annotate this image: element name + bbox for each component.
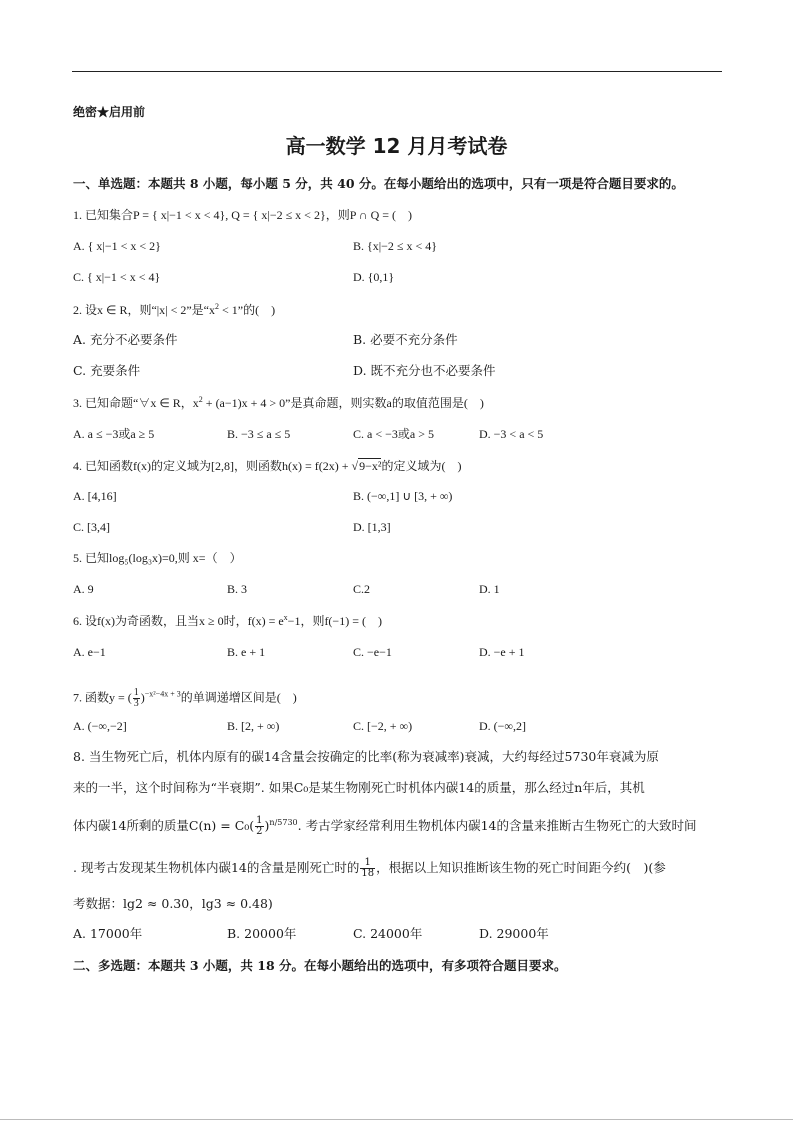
section-1-heading: 一、单选题：本题共 8 小题，每小题 5 分，共 40 分。在每小题给出的选项中，只有一项是符合题目要求的。 <box>73 176 684 191</box>
q1-option-c: C. { x|−1 < x < 4} <box>73 270 161 284</box>
q7-option-d: D. (−∞,2] <box>479 719 526 733</box>
q8-option-d: D. 29000年 <box>479 926 549 941</box>
page-title: 高一数学 12 月月考试卷 <box>285 134 508 158</box>
q4-option-d: D. [1,3] <box>353 520 391 534</box>
q1-option-a: A. { x|−1 < x < 2} <box>73 239 161 253</box>
q4-stem: 4. 已知函数f(x)的定义域为[2,8]，则函数h(x) = f(2x) + √9−x²的定义域为( ) <box>73 459 462 473</box>
q2-option-c: C. 充要条件 <box>73 363 141 378</box>
q1-option-b: B. {x|−2 ≤ x < 4} <box>353 239 438 253</box>
q8-line-5: 考数据：lg2 ≈ 0.30，lg3 ≈ 0.48) <box>73 896 273 911</box>
secret-label: 绝密★启用前 <box>73 105 146 119</box>
q1-option-d: D. {0,1} <box>353 270 395 284</box>
q3-stem: 3. 已知命题“∀x ∈ R，$x^2 + (a-1)x + 4 > 0$”是真命题，则实数a的取值范围是( ) <box>73 395 484 410</box>
q8-line-2: 来的一半，这个时间称为“半衰期”. 如果C₀是某生物刚死亡时机体内碳14的质量，那么经过n年后，其机 <box>73 780 645 795</box>
q1-stem: 1. 已知集合P = { x|−1 < x < 4}, Q = { x|−2 ≤ x < 2}，则P ∩ Q = ( ) <box>73 208 413 222</box>
q5-option-c: C.2 <box>353 582 371 596</box>
q2-option-a: A. 充分不必要条件 <box>73 332 178 347</box>
q8-half-fraction: $\frac{1}{2}$ <box>256 815 263 837</box>
q8-line-1: 8. 当生物死亡后，机体内原有的碳14含量会按确定的比率(称为衰减率)衰减，大约每经过5730年衰减为原 <box>73 749 659 764</box>
q7-option-a: A. (−∞,−2] <box>73 719 127 733</box>
q6-option-a: A. e−1 <box>73 645 106 659</box>
q7-option-c: C. [−2, + ∞) <box>353 719 413 733</box>
q7-option-b: B. [2, + ∞) <box>227 719 280 733</box>
q7-fraction: $\frac{1}{3}$ <box>133 687 139 709</box>
q4-option-b: B. (−∞,1] ∪ [3, + ∞) <box>353 489 453 503</box>
q7-stem: 7. 函数y = ( $\frac{1}{3}$ )$^{-x^2-4x + 3}$的单调递增区间是( ) <box>73 687 297 709</box>
q8-line-3: 体内碳14所剩的质量C(n) = C₀( $\frac{1}{2}$ )$^{n/5730}$. 考古学家经常利用生物机体内碳14的含量来推断古生物死亡的大致时间 <box>73 815 697 837</box>
q6-option-d: D. −e + 1 <box>479 645 525 659</box>
q3-option-b: B. −3 ≤ a ≤ 5 <box>227 427 291 441</box>
bottom-rule <box>0 1119 793 1120</box>
q8-ratio-fraction: $\frac{1}{18}$ <box>361 857 375 879</box>
q5-option-d: D. 1 <box>479 582 500 596</box>
section-2-heading: 二、多选题：本题共 3 小题，共 18 分。在每小题给出的选项中，有多项符合题目要求。 <box>73 958 567 973</box>
q3-option-d: D. −3 < a < 5 <box>479 427 544 441</box>
q4-option-a: A. [4,16] <box>73 489 117 503</box>
q6-stem: 6. 设f(x)为奇函数，且当x ≥ 0时，$f(x) = e^x-1$，则f(−1) = ( ) <box>73 613 382 628</box>
q2-option-d: D. 既不充分也不必要条件 <box>353 363 496 378</box>
q5-stem: 5. 已知log₅(log₃x)=0,则 x=（ ） <box>73 551 242 565</box>
top-rule <box>72 71 722 72</box>
q6-option-b: B. e + 1 <box>227 645 266 659</box>
q8-option-a: A. 17000年 <box>73 926 143 941</box>
q3-option-c: C. a < −3或a > 5 <box>353 427 434 441</box>
q4-option-c: C. [3,4] <box>73 520 110 534</box>
q2-option-b: B. 必要不充分条件 <box>353 332 458 347</box>
q8-option-c: C. 24000年 <box>353 926 423 941</box>
q5-option-b: B. 3 <box>227 582 248 596</box>
q8-line-4: . 现考古发现某生物机体内碳14的含量是刚死亡时的 $\frac{1}{18}$ ，根据以上知识推断该生物的死亡时间距今约( )(参 <box>73 857 666 879</box>
q2-stem: 2. 设x ∈ R，则“|x| < 2”是“$x^2 < 1$”的( ) <box>73 302 276 317</box>
q5-option-a: A. 9 <box>73 582 94 596</box>
q8-option-b: B. 20000年 <box>227 926 297 941</box>
q3-option-a: A. a ≤ −3或a ≥ 5 <box>73 427 155 441</box>
q6-option-c: C. −e−1 <box>353 645 392 659</box>
